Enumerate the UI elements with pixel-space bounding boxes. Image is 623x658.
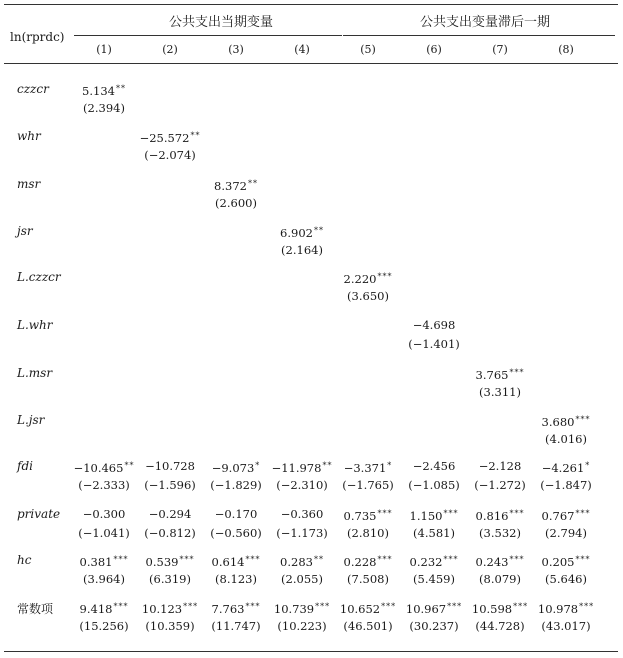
significance-stars: *** (509, 555, 525, 564)
t-statistic-cell: (−2.310) (276, 478, 328, 492)
column-header: (7) (492, 43, 508, 56)
coefficient-cell (534, 459, 598, 475)
top-rule (4, 4, 618, 5)
coefficient-cell (534, 413, 598, 429)
coefficient-value: 0.614 (211, 555, 245, 569)
coefficient-cell (72, 600, 136, 616)
coefficient-value: 0.767 (541, 509, 575, 523)
significance-stars: ** (247, 179, 258, 188)
t-statistic-cell: (15.256) (79, 619, 129, 633)
t-statistic-cell: (4.016) (545, 432, 587, 446)
significance-stars: ** (322, 461, 333, 470)
coefficient-value: 10.967 (405, 602, 447, 616)
coefficient-cell (72, 459, 136, 475)
significance-stars: *** (377, 272, 393, 281)
bottom-rule (4, 651, 618, 652)
t-statistic-cell: (2.810) (347, 526, 389, 540)
coefficient-value: 6.902 (280, 226, 313, 240)
row-label: msr (17, 177, 41, 191)
row-label: L.whr (17, 318, 53, 332)
coefficient-value: 0.735 (343, 509, 377, 523)
coefficient-cell (204, 177, 268, 193)
coefficient-value: 3.680 (541, 415, 575, 429)
significance-stars: *** (509, 509, 525, 518)
coefficient-cell (270, 224, 334, 240)
t-statistic-cell: (2.394) (83, 101, 125, 115)
t-statistic-cell: (11.747) (211, 619, 261, 633)
coefficient-value: −0.360 (280, 507, 324, 521)
coefficient-cell (204, 507, 268, 521)
coefficient-value: −4.698 (412, 318, 456, 332)
t-statistic-cell: (46.501) (343, 619, 393, 633)
significance-stars: *** (377, 509, 393, 518)
coefficient-value: 10.978 (537, 602, 579, 616)
coefficient-value: −2.128 (478, 459, 522, 473)
column-header: (2) (162, 43, 178, 56)
t-statistic-cell: (3.964) (83, 572, 125, 586)
row-label: hc (17, 553, 32, 567)
coefficient-cell (270, 600, 334, 616)
row-label: whr (17, 129, 41, 143)
significance-stars: *** (513, 602, 529, 611)
column-header: (6) (426, 43, 442, 56)
t-statistic-cell: (−1.596) (144, 478, 196, 492)
significance-stars: *** (245, 602, 261, 611)
column-header: (3) (228, 43, 244, 56)
significance-stars: ** (124, 461, 135, 470)
t-statistic-cell: (43.017) (541, 619, 591, 633)
coefficient-cell (204, 600, 268, 616)
t-statistic-cell: (−2.333) (78, 478, 130, 492)
significance-stars: *** (575, 509, 591, 518)
coefficient-cell (468, 507, 532, 523)
t-statistic-cell: (−1.085) (408, 478, 460, 492)
column-header: (4) (294, 43, 310, 56)
coefficient-cell (72, 82, 136, 98)
significance-stars: *** (315, 602, 331, 611)
coefficient-cell (270, 459, 334, 475)
row-label: 常数项 (17, 602, 54, 616)
significance-stars: *** (509, 368, 525, 377)
coefficient-cell (270, 507, 334, 521)
header-rule (4, 63, 618, 64)
coefficient-value: 0.232 (409, 555, 443, 569)
t-statistic-cell: (2.164) (281, 243, 323, 257)
significance-stars: * (255, 461, 261, 470)
coefficient-value: −9.073 (211, 461, 255, 475)
row-label: fdi (17, 459, 33, 473)
significance-stars: * (387, 461, 393, 470)
coefficient-cell (138, 600, 202, 616)
coefficient-value: 9.418 (79, 602, 113, 616)
significance-stars: *** (447, 602, 463, 611)
t-statistic-cell: (6.319) (149, 572, 191, 586)
significance-stars: * (585, 461, 591, 470)
coefficient-value: −0.170 (214, 507, 258, 521)
coefficient-value: 0.205 (541, 555, 575, 569)
coefficient-cell (336, 507, 400, 523)
coefficient-value: −11.978 (271, 461, 322, 475)
coefficient-value: 0.228 (343, 555, 377, 569)
group-header-current: 公共支出当期变量 (168, 15, 273, 30)
coefficient-cell (336, 553, 400, 569)
significance-stars: ** (190, 131, 201, 140)
row-label: czzcr (17, 82, 49, 96)
dependent-variable-label: ln(rprdc) (10, 30, 65, 44)
coefficient-cell (402, 507, 466, 523)
t-statistic-cell: (2.600) (215, 196, 257, 210)
coefficient-value: −4.261 (541, 461, 585, 475)
significance-stars: *** (113, 555, 129, 564)
column-header: (5) (360, 43, 376, 56)
t-statistic-cell: (2.055) (281, 572, 323, 586)
group1-underline (74, 35, 342, 36)
significance-stars: *** (443, 509, 459, 518)
significance-stars: ** (313, 555, 324, 564)
row-label: private (17, 507, 61, 521)
coefficient-cell (138, 553, 202, 569)
significance-stars: *** (183, 602, 199, 611)
row-label: L.czzcr (17, 270, 61, 284)
column-header: (8) (558, 43, 574, 56)
t-statistic-cell: (4.581) (413, 526, 455, 540)
group-header-lagged: 公共支出变量滞后一期 (419, 15, 550, 30)
coefficient-value: 0.243 (475, 555, 509, 569)
group2-underline (343, 35, 615, 36)
coefficient-cell (468, 553, 532, 569)
coefficient-cell (204, 459, 268, 475)
t-statistic-cell: (5.646) (545, 572, 587, 586)
coefficient-value: 10.123 (141, 602, 183, 616)
t-statistic-cell: (2.794) (545, 526, 587, 540)
t-statistic-cell: (5.459) (413, 572, 455, 586)
t-statistic-cell: (−0.560) (210, 526, 262, 540)
significance-stars: *** (443, 555, 459, 564)
coefficient-value: −0.294 (148, 507, 192, 521)
row-label: L.msr (17, 366, 53, 380)
significance-stars: *** (381, 602, 397, 611)
coefficient-cell (72, 507, 136, 521)
t-statistic-cell: (44.728) (475, 619, 525, 633)
t-statistic-cell: (3.650) (347, 289, 389, 303)
coefficient-cell (534, 553, 598, 569)
row-label: L.jsr (17, 413, 45, 427)
significance-stars: *** (179, 555, 195, 564)
t-statistic-cell: (7.508) (347, 572, 389, 586)
coefficient-value: 0.816 (475, 509, 509, 523)
coefficient-cell (336, 270, 400, 286)
significance-stars: *** (579, 602, 595, 611)
significance-stars: *** (575, 555, 591, 564)
t-statistic-cell: (−1.765) (342, 478, 394, 492)
coefficient-value: −0.300 (82, 507, 126, 521)
coefficient-value: 10.652 (339, 602, 381, 616)
coefficient-value: −10.465 (73, 461, 124, 475)
coefficient-cell (204, 553, 268, 569)
t-statistic-cell: (−1.401) (408, 337, 460, 351)
coefficient-value: 7.763 (211, 602, 245, 616)
t-statistic-cell: (−1.173) (276, 526, 328, 540)
t-statistic-cell: (−1.847) (540, 478, 592, 492)
coefficient-value: 10.739 (273, 602, 315, 616)
coefficient-value: 3.765 (475, 368, 509, 382)
coefficient-cell (468, 366, 532, 382)
coefficient-value: 10.598 (471, 602, 513, 616)
coefficient-cell (402, 553, 466, 569)
row-label: jsr (17, 224, 33, 238)
coefficient-value: −25.572 (139, 131, 190, 145)
t-statistic-cell: (8.123) (215, 572, 257, 586)
t-statistic-cell: (10.223) (277, 619, 327, 633)
coefficient-cell (138, 129, 202, 145)
t-statistic-cell: (8.079) (479, 572, 521, 586)
t-statistic-cell: (3.311) (479, 385, 521, 399)
significance-stars: ** (115, 84, 126, 93)
coefficient-cell (72, 553, 136, 569)
coefficient-value: 2.220 (343, 272, 377, 286)
coefficient-cell (336, 459, 400, 475)
t-statistic-cell: (−0.812) (144, 526, 196, 540)
coefficient-cell (336, 600, 400, 616)
significance-stars: ** (313, 226, 324, 235)
coefficient-cell (468, 459, 532, 473)
coefficient-value: 1.150 (409, 509, 443, 523)
coefficient-value: 0.381 (79, 555, 113, 569)
coefficient-value: 5.134 (82, 84, 115, 98)
coefficient-value: 0.539 (145, 555, 179, 569)
coefficient-cell (534, 507, 598, 523)
coefficient-cell (468, 600, 532, 616)
coefficient-value: −3.371 (343, 461, 387, 475)
significance-stars: *** (575, 415, 591, 424)
coefficient-value: 0.283 (280, 555, 313, 569)
t-statistic-cell: (10.359) (145, 619, 195, 633)
significance-stars: *** (113, 602, 129, 611)
coefficient-value: −10.728 (145, 459, 195, 473)
coefficient-cell (270, 553, 334, 569)
t-statistic-cell: (−1.041) (78, 526, 130, 540)
coefficient-cell (402, 459, 466, 473)
t-statistic-cell: (3.532) (479, 526, 521, 540)
column-header: (1) (96, 43, 112, 56)
coefficient-cell (138, 459, 202, 473)
coefficient-cell (402, 318, 466, 332)
significance-stars: *** (245, 555, 261, 564)
significance-stars: *** (377, 555, 393, 564)
coefficient-cell (534, 600, 598, 616)
coefficient-value: −2.456 (412, 459, 456, 473)
t-statistic-cell: (30.237) (409, 619, 459, 633)
coefficient-value: 8.372 (214, 179, 247, 193)
coefficient-cell (138, 507, 202, 521)
t-statistic-cell: (−2.074) (144, 148, 196, 162)
t-statistic-cell: (−1.829) (210, 478, 262, 492)
coefficient-cell (402, 600, 466, 616)
t-statistic-cell: (−1.272) (474, 478, 526, 492)
